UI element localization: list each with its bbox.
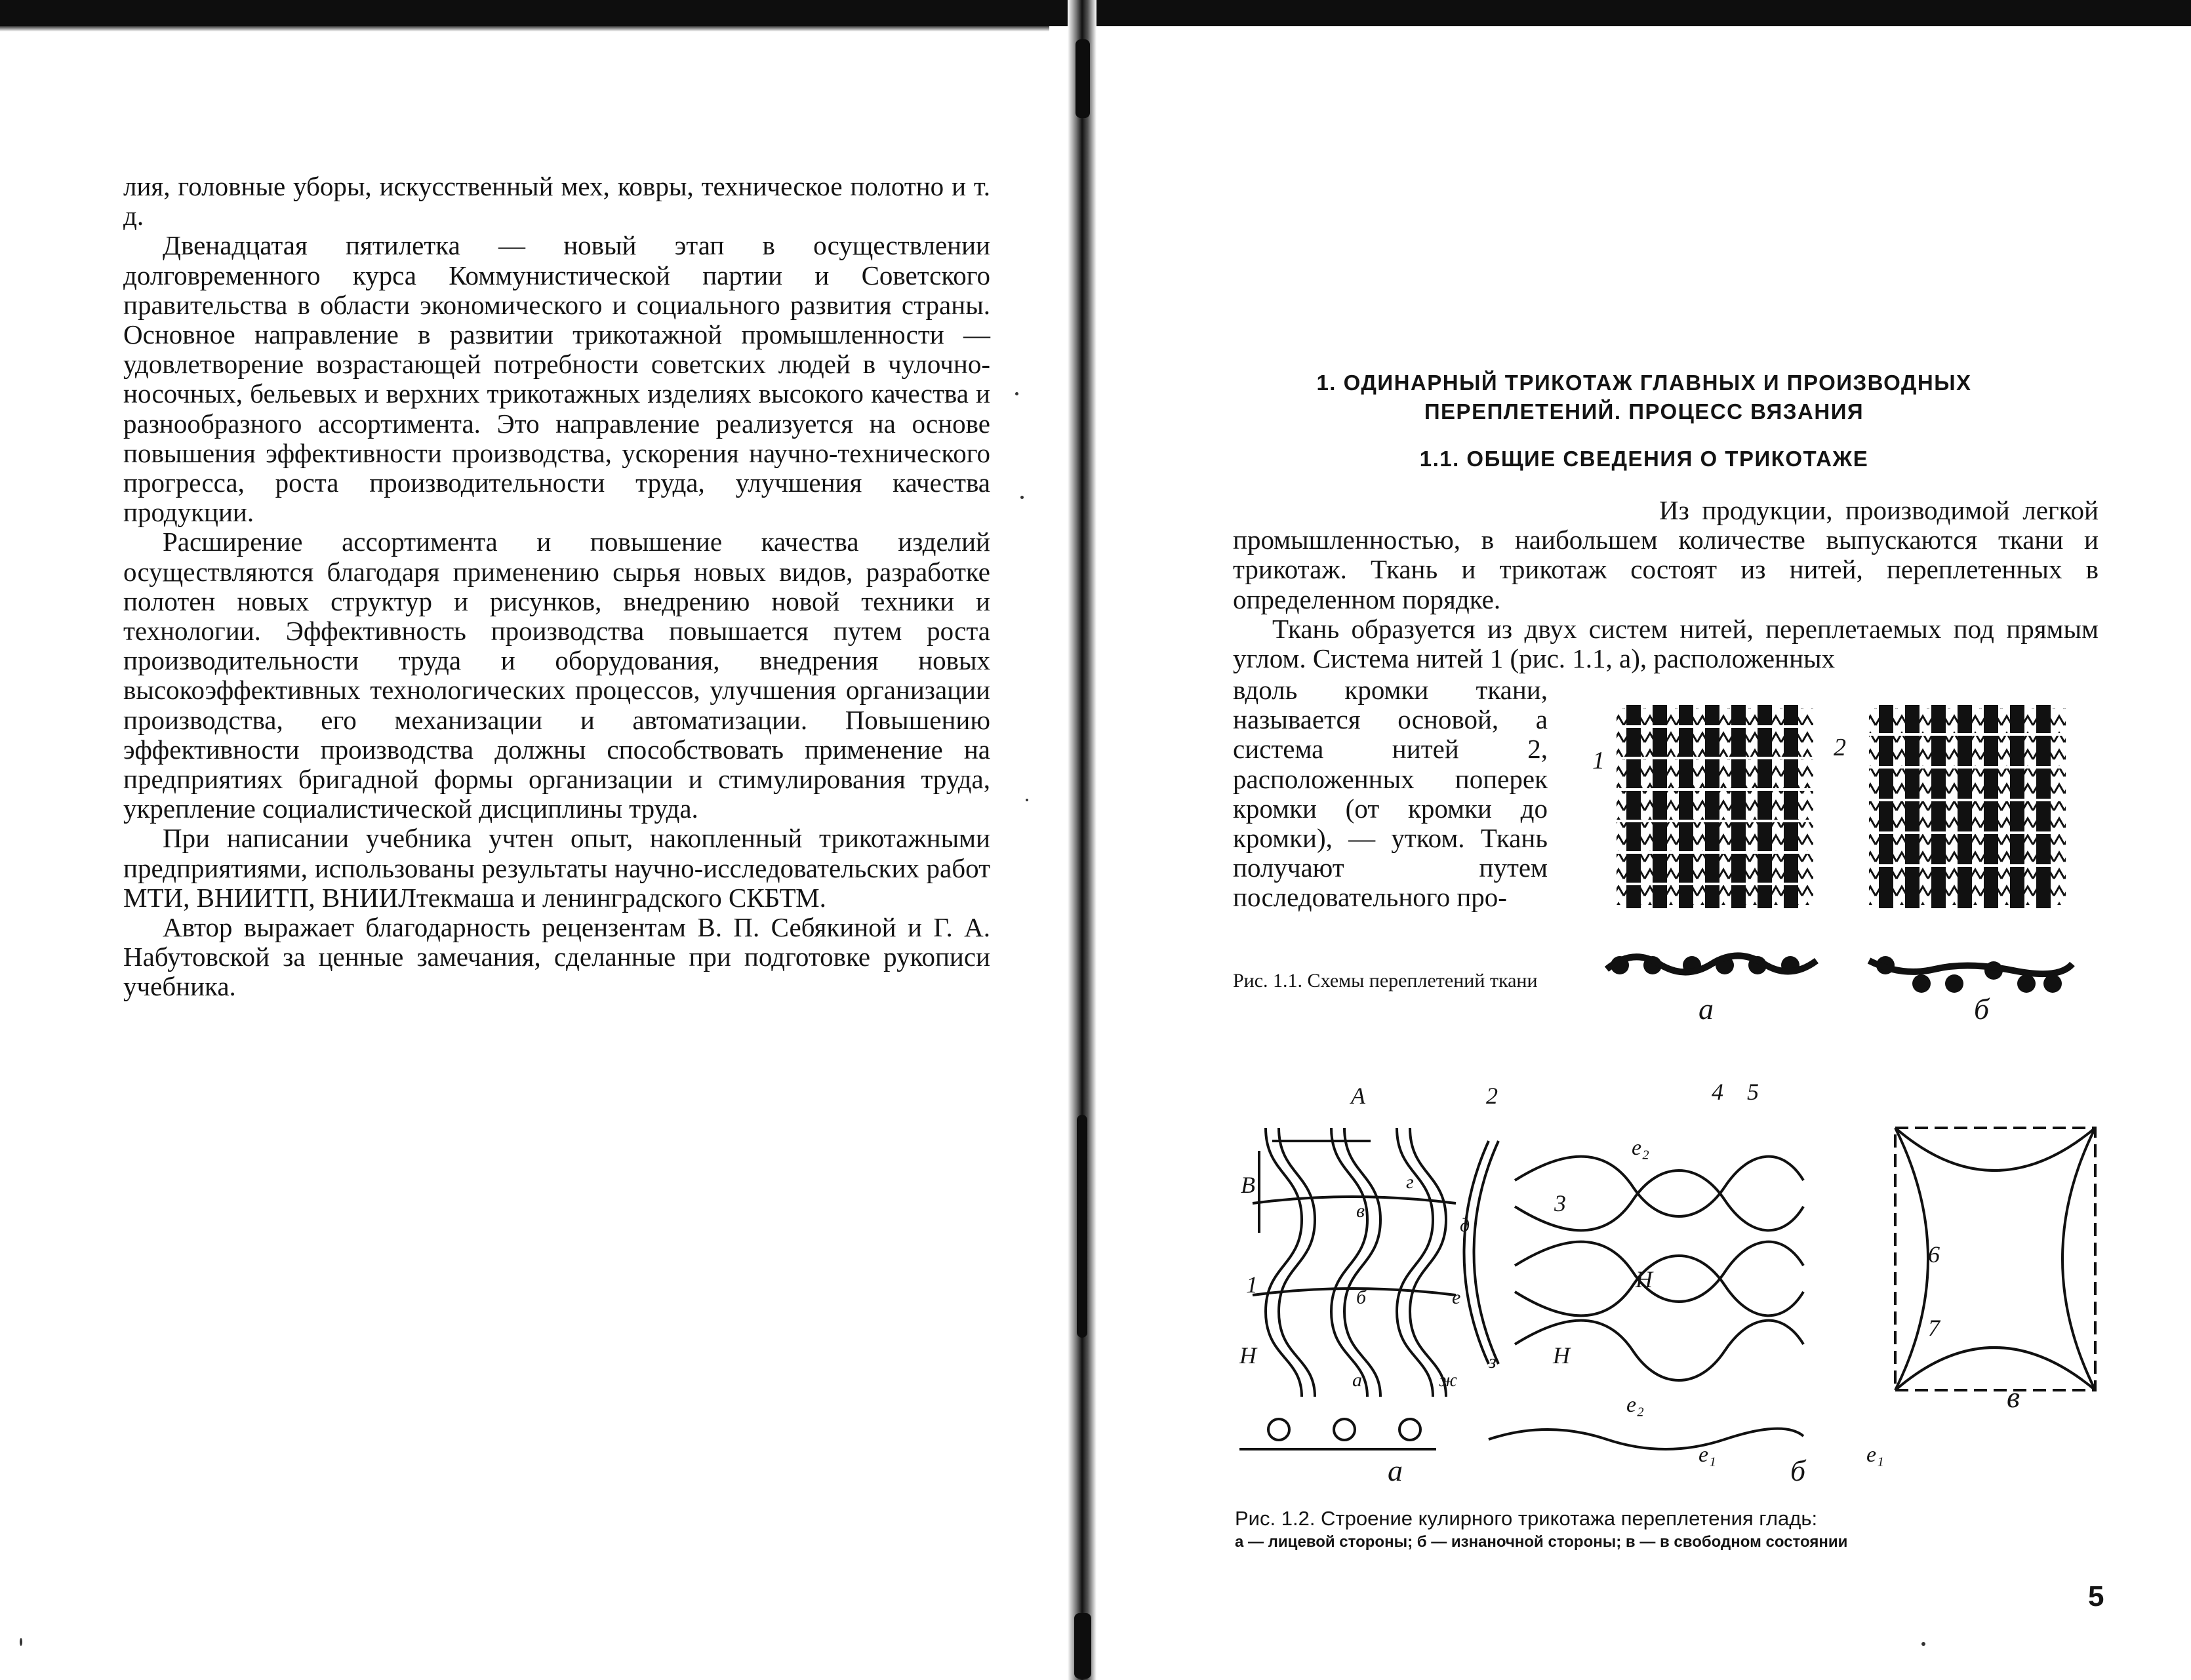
fig2-label-2: 2 — [1486, 1083, 1498, 1109]
spine-blot — [1077, 1115, 1087, 1338]
paragraph: При написании учебника учтен опыт, накопленный трикотажными предприятиями, использованы результаты научно-исследовательских работ МТИ, ВНИИТП, ВНИИЛтекмаша и ленинградского СКБТМ. — [123, 823, 990, 913]
fig2-label-b: б — [1790, 1454, 1806, 1487]
intro-text — [1233, 496, 2099, 673]
left-page — [0, 0, 1062, 1680]
knit-face-side-diagram — [1239, 1128, 1456, 1449]
fig2-label-5: 5 — [1747, 1079, 1759, 1105]
fig2-label-6: 6 — [1928, 1241, 1940, 1268]
scan-speck — [20, 1638, 22, 1646]
fig2-label-e1-left: е₁ — [1699, 1443, 1716, 1467]
paragraph: Расширение ассортимента и повышение качества изделий осуществляются благодаря применению сырья новых видов, разработке полотен новых структур и рисунков, внедрению новой техники и технологии. Эффективность производства повышается путем роста производительности труда и оборудования, внедрения новых высокоэффективных технологических процессов, улучшения организации производства, его механизации и автоматизации. Повышению эффективности производства должны способствовать применение на предприятиях бригадной формы организации и стимулирования труда, укрепление социалистической дисциплины труда. — [123, 527, 990, 824]
fig1-label-2: 2 — [1834, 734, 1846, 761]
figure-1-1-caption: Рис. 1.1. Схемы переплетений ткани — [1233, 970, 1538, 991]
paragraph: Ткань образуется из двух систем нитей, переплетаемых под прямым углом. Система нитей 1 (рис. 1.1, а), расположенных — [1233, 613, 2099, 674]
figure-1-2-caption-sub: а — лицевой стороны; б — изнаночной стороны; в — в свободном состоянии — [1235, 1533, 1848, 1551]
fig2-loop-label: а — [1352, 1369, 1362, 1391]
narrow-paragraph: вдоль кромки ткани, называется основой, а система нитей 2, расположенных поперек кромки (от кромки до кромки), — утком. Ткань получают путем последовательного про- — [1233, 675, 1548, 913]
fig2-label-v: в — [2007, 1380, 2020, 1414]
page-number: 5 — [2088, 1580, 2104, 1612]
fig2-loop-label: д — [1460, 1214, 1470, 1236]
fig1-label-1: 1 — [1592, 747, 1605, 774]
fig2-loop-label: з — [1489, 1351, 1497, 1372]
weave-diagram-a — [1607, 705, 1817, 974]
fig2-label-7: 7 — [1928, 1315, 1940, 1341]
chapter-title-line: ПЕРЕПЛЕТЕНИЙ. ПРОЦЕСС ВЯЗАНИЯ — [1424, 399, 1864, 424]
fig2-loop-label: г — [1406, 1171, 1414, 1193]
figure-1-2-caption-main: Рис. 1.2. Строение кулирного трикотажа переплетения гладь: — [1235, 1507, 1818, 1530]
scan-speck — [1921, 1642, 1925, 1646]
spine-blot — [1075, 39, 1090, 118]
fig2-label-A: А — [1351, 1083, 1365, 1109]
fig2-label-a: а — [1388, 1454, 1403, 1487]
fig2-label-B: В — [1241, 1172, 1255, 1198]
scan-speck — [1020, 496, 1024, 499]
left-page-text — [123, 172, 990, 1002]
fig2-label-3: 3 — [1554, 1190, 1566, 1216]
chapter-title — [1221, 369, 2067, 426]
chapter-title-line: 1. ОДИНАРНЫЙ ТРИКОТАЖ ГЛАВНЫХ И ПРОИЗВОДНЫХ — [1316, 370, 1972, 395]
figure-1-2-caption — [1235, 1507, 2087, 1554]
fig1-label-a: а — [1699, 992, 1714, 1026]
book-spine-shadow — [1068, 0, 1096, 1680]
fig2-label-1: 1 — [1246, 1271, 1258, 1298]
fig2-loop-label: в — [1356, 1200, 1365, 1222]
fig2-label-H-mid: Н — [1636, 1266, 1653, 1292]
scan-speck — [1015, 392, 1018, 395]
fig2-label-e2-bottom: е₂ — [1626, 1393, 1644, 1417]
weave-diagram-b — [1869, 705, 2072, 993]
scan-speck — [1026, 799, 1028, 801]
fig2-label-4: 4 — [1712, 1079, 1723, 1105]
paragraph: Двенадцатая пятилетка — новый этап в осуществлении долговременного курса Коммунистической партии и Советского правительства в области экономического и социального развития страны. Основное направление в развитии трикотажной промышленности — удовлетворение возрастающей потребности советских людей в чулочно-носочных, бельевых и верхних трикотажных изделиях высокого качества и разнообразного ассортимента. Это направление реализуется на основе повышения эффективности производства, ускорения научно-технического прогресса, роста производительности труда, улучшения качества продукции. — [123, 230, 990, 528]
fig2-label-H-right: Н — [1553, 1342, 1570, 1369]
fig2-label-e1-right: е₁ — [1866, 1443, 1884, 1467]
knit-free-state-diagram — [1895, 1128, 2095, 1390]
fig2-label-e2-top: е₂ — [1632, 1136, 1649, 1160]
figure-1-2 — [1239, 1082, 2105, 1495]
fig2-label-H-left: Н — [1239, 1342, 1256, 1369]
section-title: 1.1. ОБЩИЕ СВЕДЕНИЯ О ТРИКОТАЖЕ — [1419, 447, 1869, 471]
fig2-loop-label: б — [1356, 1287, 1367, 1308]
paragraph: Из продукции, производимой легкой промышленностью, в наибольшем количестве выпускаются ткани и трикотаж. Ткань и трикотаж состоят из нитей, переплетенных в определенном порядке. — [1233, 495, 2099, 614]
paragraph: Автор выражает благодарность рецензентам В. П. Себякиной и Г. А. Набутовской за ценные замечания, сделанные при подготовке рукописи учебника. — [123, 912, 990, 1002]
paragraph: лия, головные уборы, искусственный мех, ковры, техническое полотно и т. д. — [123, 171, 990, 231]
spine-blot — [1074, 1613, 1091, 1679]
fig2-loop-label: ж — [1439, 1369, 1457, 1391]
fig2-loop-label: е — [1452, 1287, 1461, 1308]
fig1-label-b: б — [1974, 992, 1990, 1026]
